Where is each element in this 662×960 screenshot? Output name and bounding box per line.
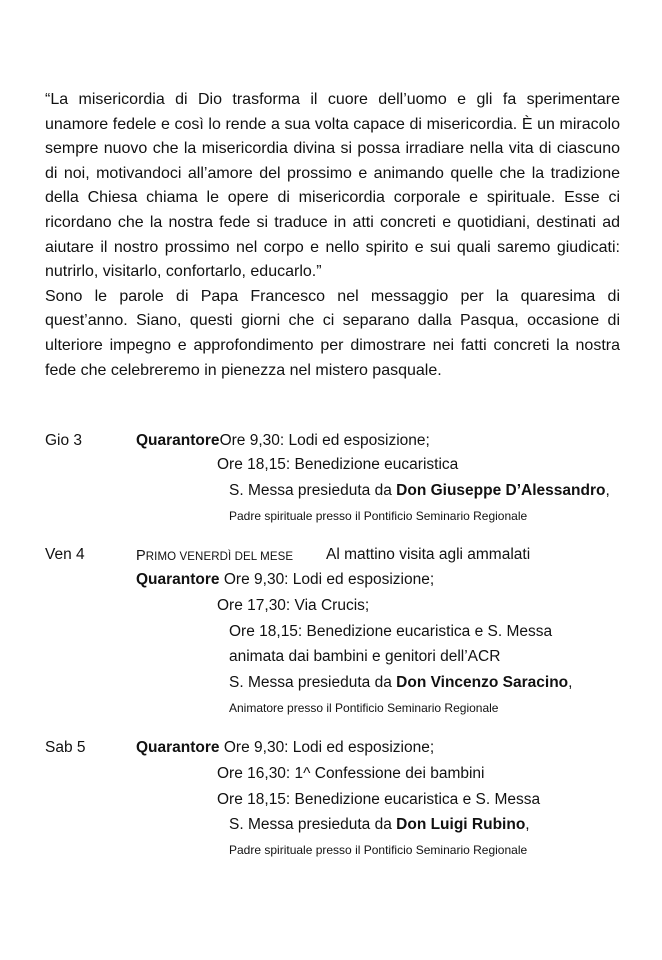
benedizione-text: Ore 18,15: Benedizione eucaristica e S. Messa xyxy=(229,623,553,640)
messa-prefix: S. Messa presieduta da xyxy=(229,816,397,833)
messa-prefix: S. Messa presieduta da xyxy=(229,482,397,499)
pope-quote: “La misericordia di Dio trasforma il cuore dell’uomo e gli fa sperimentare unamore fedele e così lo rende a sua volta capace di misericordia. È un miracolo sempre nuovo che la misericordia divina si possa irradiare nella vita di ciascuno di noi, motivandoci all’amore del prossimo e animando quelle che la tradizione della Chiesa chiama le opere di misericordia corporale e spirituale. Esse ci ricordano che la nostra fede si traduce in atti concreti e quotidiani, destinati ad aiutare il nostro prossimo nel corpo e nello spirito e sui quali saremo giudicati: nutrirlo, visitarlo, confortarlo, educarlo.” xyxy=(45,91,620,281)
animata-text: animata dai bambini e genitori dell’ACR xyxy=(229,648,501,665)
lodi-text: Ore 9,30: Lodi ed esposizione; xyxy=(223,571,435,588)
lodi-text: Ore 9,30: Lodi ed esposizione; xyxy=(219,432,430,449)
day-label: Sab 5 xyxy=(45,739,86,756)
priest-role: Padre spirituale presso il Pontificio Seminario Regionale xyxy=(229,843,528,857)
intro-comment: Sono le parole di Papa Francesco nel messaggio per la quaresima di quest’anno. Siano, questi giorni che ci separano dalla Pasqua, occasione di ulteriore impegno e approfondimento per dimostrare nei fatti concreti la nostra fede che celebreremo in pienezza nel mistero pasquale. xyxy=(45,287,620,379)
messa-suffix: , xyxy=(525,816,530,833)
day-label: Ven 4 xyxy=(45,546,85,563)
quarantore-label: Quarantore xyxy=(136,432,220,449)
messa-line xyxy=(229,673,572,693)
primo-rest: RIMO VENERDÌ DEL MESE xyxy=(145,551,294,563)
messa-line xyxy=(229,815,530,835)
quarantore-label: Quarantore xyxy=(136,739,220,756)
schedule-line xyxy=(136,570,434,590)
schedule-line xyxy=(136,431,430,451)
quarantore-label: Quarantore xyxy=(136,571,220,588)
visita-text: Al mattino visita agli ammalati xyxy=(326,546,531,563)
benedizione-text: Ore 18,15: Benedizione eucaristica xyxy=(217,456,459,473)
messa-line xyxy=(229,481,610,501)
benedizione-text: Ore 18,15: Benedizione eucaristica e S. Messa xyxy=(217,791,541,808)
priest-role: Animatore presso il Pontificio Seminario Regionale xyxy=(229,701,499,715)
day-label: Gio 3 xyxy=(45,432,83,449)
via-crucis-text: Ore 17,30: Via Crucis; xyxy=(217,597,370,614)
primo-initial: P xyxy=(136,548,146,564)
priest-name: Don Giuseppe D’Alessandro xyxy=(396,482,606,499)
messa-suffix: , xyxy=(605,482,610,499)
confessione-text: Ore 16,30: 1^ Confessione dei bambini xyxy=(217,765,485,782)
priest-name: Don Luigi Rubino xyxy=(396,816,526,833)
primo-venerdi xyxy=(136,546,293,567)
priest-role: Padre spirituale presso il Pontificio Seminario Regionale xyxy=(229,509,528,523)
priest-name: Don Vincenzo Saracino xyxy=(396,674,569,691)
schedule-line xyxy=(136,738,434,758)
intro-text xyxy=(45,88,620,383)
messa-prefix: S. Messa presieduta da xyxy=(229,674,397,691)
messa-suffix: , xyxy=(568,674,573,691)
lodi-text: Ore 9,30: Lodi ed esposizione; xyxy=(223,739,435,756)
